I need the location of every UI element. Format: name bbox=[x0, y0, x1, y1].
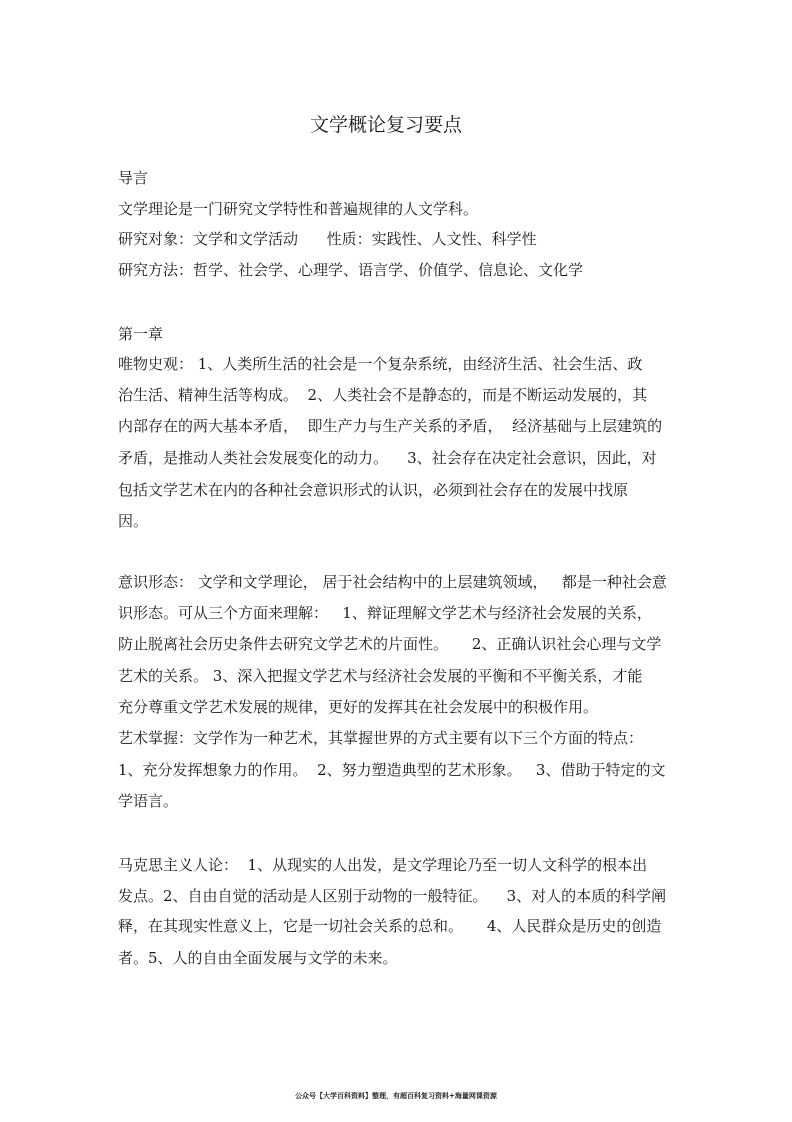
paragraph-line: 研究对象：文学和文学活动 性质：实践性、人文性、科学性 bbox=[118, 230, 537, 248]
section-heading-chapter1: 第一章 bbox=[118, 325, 164, 343]
paragraph-line: 防止脱离社会历史条件去研究文学艺术的片面性。 2、正确认识社会心理与文学 bbox=[118, 635, 662, 653]
paragraph-line: 释，在其现实性意义上，它是一切社会关系的总和。 4、人民群众是历史的创造 bbox=[118, 917, 662, 935]
paragraph-line: 1、充分发挥想象力的作用。 2、努力塑造典型的艺术形象。 3、借助于特定的文 bbox=[118, 761, 666, 779]
footer-note: 公众号【大学百科资料】整理，有超百科复习资料+海量网课资源 bbox=[295, 1091, 497, 1100]
paragraph-line: 研究方法：哲学、社会学、心理学、语言学、价值学、信息论、文化学 bbox=[118, 261, 584, 279]
paragraph-line: 因。 bbox=[118, 512, 149, 530]
paragraph-line: 发点。2、自由自觉的活动是人区别于动物的一般特征。 3、对人的本质的科学阐 bbox=[118, 887, 667, 905]
section-heading-intro: 导言 bbox=[118, 169, 149, 187]
paragraph-line: 者。5、人的自由全面发展与文学的未来。 bbox=[118, 949, 398, 967]
paragraph-line: 内部存在的两大基本矛盾， 即生产力与生产关系的矛盾， 经济基础与上层建筑的 bbox=[118, 417, 663, 435]
paragraph-line: 马克思主义人论： 1、从现实的人出发，是文学理论乃至一切人文科学的根本出 bbox=[118, 856, 648, 874]
paragraph-line: 充分尊重文学艺术发展的规律，更好的发挥其在社会发展中的积极作用。 bbox=[118, 698, 599, 716]
paragraph-line: 矛盾，是推动人类社会发展变化的动力。 3、社会存在决定社会意识，因此，对 bbox=[118, 449, 657, 467]
paragraph-line: 艺术的关系。 3、深入把握文学艺术与经济社会发展的平衡和不平衡关系，才能 bbox=[118, 667, 643, 685]
paragraph-line: 唯物史观： 1、人类所生活的社会是一个复杂系统，由经济生活、社会生活、政 bbox=[118, 355, 643, 373]
paragraph-line: 艺术掌握：文学作为一种艺术，其掌握世界的方式主要有以下三个方面的特点： bbox=[118, 729, 644, 747]
document-title: 文学概论复习要点 bbox=[309, 114, 462, 136]
paragraph-line: 治生活、精神生活等构成。 2、人类社会不是静态的，而是不断运动发展的，其 bbox=[118, 386, 648, 404]
paragraph-line: 包括文学艺术在内的各种社会意识形式的认识，必须到社会存在的发展中找原 bbox=[118, 481, 629, 499]
paragraph-line: 意识形态： 文学和文学理论， 居于社会结构中的上层建筑领域， 都是一种社会意 bbox=[118, 573, 667, 591]
paragraph-line: 学语言。 bbox=[118, 792, 179, 810]
paragraph-line: 文学理论是一门研究文学特性和普遍规律的人文学科。 bbox=[118, 200, 479, 218]
paragraph-line: 识形态。可从三个方面来理解： 1、辩证理解文学艺术与经济社会发展的关系， bbox=[118, 604, 652, 622]
